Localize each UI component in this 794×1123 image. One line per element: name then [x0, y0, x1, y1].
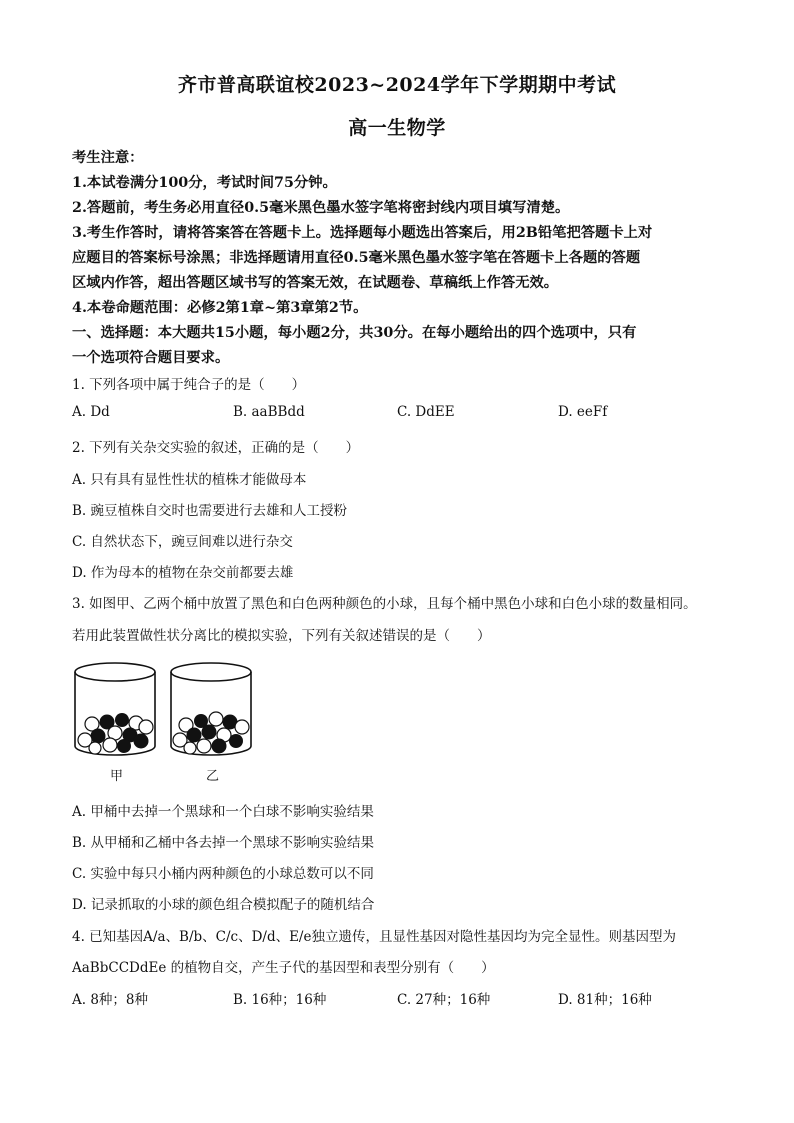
q4-option-c: C. 27种；16种	[397, 992, 491, 1008]
note-line: 区域内作答，超出答题区域书写的答案无效，在试题卷、草稿纸上作答无效。	[72, 275, 559, 291]
q4-stem: 4. 已知基因A/a、B/b、C/c、D/d、E/e独立遗传，且显性基因对隐性基因均为完全显性。则基因型为	[72, 929, 676, 945]
q3-option-a: A. 甲桶中去掉一个黑球和一个白球不影响实验结果	[72, 804, 374, 820]
q4-stem-cont: AaBbCCDdEe 的植物自交，产生子代的基因型和表型分别有（ ）	[72, 960, 495, 976]
exam-notes	[72, 146, 732, 371]
bucket-illustration	[68, 660, 268, 760]
q2-option-c: C. 自然状态下，豌豆间难以进行杂交	[72, 534, 293, 550]
exam-title: 齐市普高联谊校2023~2024学年下学期期中考试	[177, 74, 617, 96]
note-line: 3.考生作答时，请将答案答在答题卡上。选择题每小题选出答案后，用2B铅笔把答题卡上对	[72, 225, 653, 241]
section-heading-cont: 一个选项符合题目要求。	[72, 350, 230, 366]
bucket-jia-label: 甲	[110, 769, 124, 784]
notes-heading: 考生注意：	[72, 150, 144, 166]
q3-option-d: D. 记录抓取的小球的颜色组合模拟配子的随机结合	[72, 897, 375, 913]
q4-option-a: A. 8种；8种	[72, 992, 149, 1008]
q2-option-a: A. 只有具有显性性状的植株才能做母本	[72, 472, 307, 488]
note-line: 应题目的答案标号涂黑；非选择题请用直径0.5毫米黑色墨水签字笔在答题卡上各题的答题	[72, 250, 641, 266]
q4-option-b: B. 16种；16种	[233, 992, 327, 1008]
bucket-figure	[68, 660, 268, 785]
q2-option-b: B. 豌豆植株自交时也需要进行去雄和人工授粉	[72, 503, 348, 519]
note-line: 4.本卷命题范围：必修2第1章~第3章第2节。	[72, 300, 368, 316]
q3-stem: 3. 如图甲、乙两个桶中放置了黑色和白色两种颜色的小球，且每个桶中黑色小球和白色小球的数量相同。	[72, 596, 697, 612]
section-heading: 一、选择题：本大题共15小题，每小题2分，共30分。在每小题给出的四个选项中，只有	[72, 325, 637, 341]
q1-option-d: D. eeFf	[558, 404, 608, 420]
q4-option-d: D. 81种；16种	[558, 992, 652, 1008]
note-line: 2.答题前，考生务必用直径0.5毫米黑色墨水签字笔将密封线内项目填写清楚。	[72, 200, 570, 216]
q2-option-d: D. 作为母本的植物在杂交前都要去雄	[72, 565, 294, 581]
q3-option-b: B. 从甲桶和乙桶中各去掉一个黑球不影响实验结果	[72, 835, 375, 851]
q3-option-c: C. 实验中每只小桶内两种颜色的小球总数可以不同	[72, 866, 374, 882]
q3-stem-cont: 若用此装置做性状分离比的模拟实验，下列有关叙述错误的是（ ）	[72, 628, 491, 644]
q1-option-b: B. aaBBdd	[233, 404, 305, 420]
note-line: 1.本试卷满分100分，考试时间75分钟。	[72, 175, 337, 191]
exam-subject: 高一生物学	[348, 117, 446, 139]
q1-option-c: C. DdEE	[397, 404, 455, 420]
bucket-yi-label: 乙	[206, 769, 220, 784]
q1-stem: 1. 下列各项中属于纯合子的是（ ）	[72, 377, 306, 393]
bucket-yi-icon	[171, 663, 251, 755]
q2-stem: 2. 下列有关杂交实验的叙述，正确的是（ ）	[72, 440, 360, 456]
q1-option-a: A. Dd	[72, 404, 110, 420]
bucket-jia-icon	[75, 663, 155, 755]
